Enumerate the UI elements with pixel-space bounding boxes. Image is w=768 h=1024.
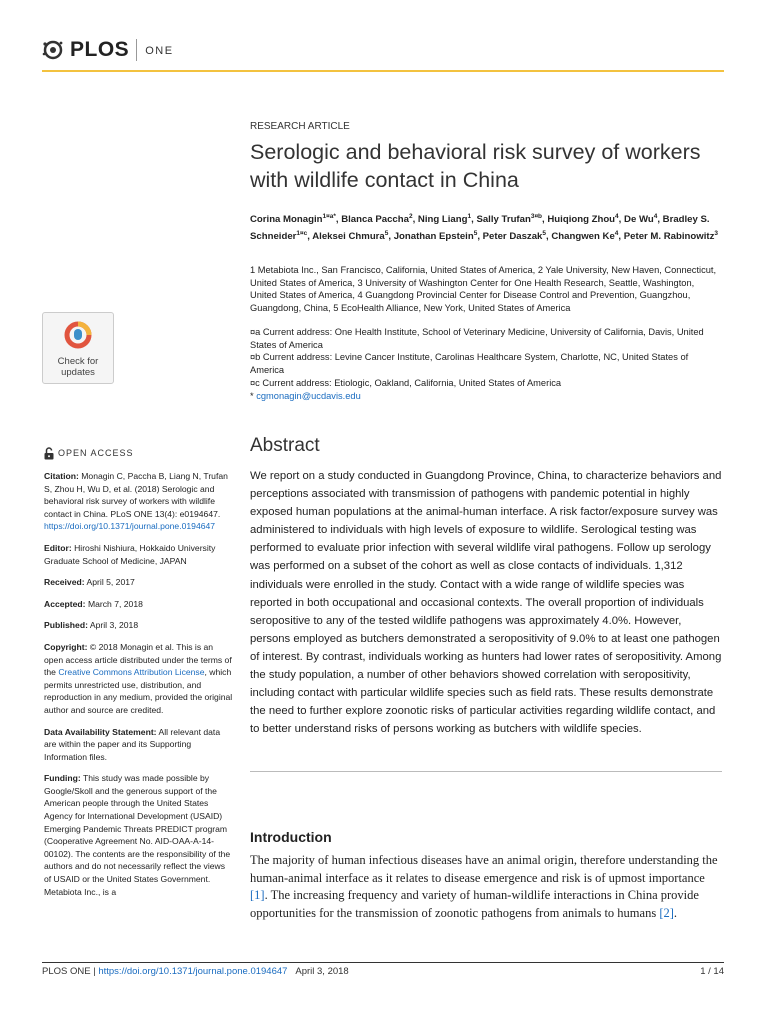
license-link[interactable]: Creative Commons Attribution License xyxy=(58,667,205,678)
author-name: Aleksei Chmura xyxy=(312,230,385,242)
introduction-text xyxy=(250,852,722,922)
author-name: Peter M. Rabinowitz xyxy=(623,230,715,242)
citation-block xyxy=(44,470,234,533)
intro-text-part1: The majority of human infectious diseases have an animal origin, therefore understanding the human-animal interface as it relates to disease emergence and risk is of upmost importance xyxy=(250,853,718,885)
author-affiliation-marker: 5 xyxy=(542,229,547,237)
journal-name: ONE xyxy=(145,45,174,57)
editor-label: Editor: xyxy=(44,542,72,553)
author-name: Peter Daszak xyxy=(482,230,543,242)
data-availability-block xyxy=(44,726,234,764)
received-block xyxy=(44,576,234,589)
copyright-text: © 2018 Monagin et al. This is an open access article distributed under the terms of the xyxy=(44,641,232,678)
check-updates-line1: Check for xyxy=(57,356,99,367)
brand-name: PLOS xyxy=(70,38,130,61)
published-block xyxy=(44,619,234,632)
reference-link-1[interactable]: [1] xyxy=(250,888,265,902)
received-date: April 5, 2017 xyxy=(86,577,135,588)
author-affiliation-marker: 4 xyxy=(614,229,619,237)
header-rule xyxy=(42,70,724,72)
article-type: RESEARCH ARTICLE xyxy=(250,121,350,132)
accepted-block xyxy=(44,598,234,611)
author-affiliation-marker: 3 xyxy=(714,229,719,237)
author-name: Corina Monagin xyxy=(250,214,323,226)
abstract-heading: Abstract xyxy=(250,435,320,456)
corresponding-marker: * xyxy=(250,390,254,401)
check-for-updates-badge[interactable] xyxy=(42,312,114,384)
funding-text: This study was made possible by Google/Skoll and the generous support of the American people through the United States Agency for International Development (USAID) Emerging Pandemic Threats PREDICT program (Cooperative Agreement No. AID-OAA-A-14-00102). The contents are the responsibility of the authors and do not necessarily reflect the views of USAID or the United States Government. Metabiota Inc., is a xyxy=(44,773,231,897)
article-info-sidebar xyxy=(44,447,234,907)
author-affiliation-marker: 1¤a* xyxy=(322,213,336,220)
check-updates-icon xyxy=(64,321,92,349)
author-name: Changwen Ke xyxy=(551,230,615,242)
data-availability-label: Data Availability Statement: xyxy=(44,726,157,737)
current-address-a: ¤a Current address: One Health Institute, School of Veterinary Medicine, University of California, Davis, United States of America xyxy=(250,327,704,350)
intro-text-part3: . xyxy=(673,905,678,920)
affiliations: 1 Metabiota Inc., San Francisco, California, United States of America, 2 Yale University, New Haven, Connecticut, United States of America, 3 University of Washington Center for One Health Research, Seattle, Washington, United States of America, 4 Guangdong Provincial Center for Disease Control and Prevention, Guangzhou, Guangdong, China, 5 EcoHealth Alliance, New York, United States of America xyxy=(250,265,717,314)
plos-one-logo[interactable] xyxy=(42,36,174,64)
accepted-label: Accepted: xyxy=(44,598,86,609)
author-name: Bradley S. Schneider xyxy=(250,214,710,242)
author-name: Sally Trufan xyxy=(476,214,531,226)
author-list: Corina Monagin$^{1¤a*}$, Blanca Paccha$^2$, Ning Liang$^1$, Sally Trufan$^{3¤b}$, Huiqiong Zhou$^4$, De Wu$^4$, Bradley S. Schneider$^{1¤c}$, Aleksei Chmura$^5$, Jonathan Epstein$^5$, Peter Daszak$^5$, Changwen Ke$^4$, Peter M. Rabinowitz$^3$ xyxy=(250,213,719,242)
open-access-badge xyxy=(44,447,234,460)
citation-label: Citation: xyxy=(44,471,79,481)
author-affiliation-marker: 1 xyxy=(467,213,472,220)
corresponding-email-link[interactable]: cgmonagin@ucdavis.edu xyxy=(256,390,361,401)
author-name: Ning Liang xyxy=(417,214,468,226)
article-title: Serologic and behavioral risk survey of workers with wildlife contact in China xyxy=(250,140,701,192)
abstract-text: We report on a study conducted in Guangdong Province, China, to characterize behaviors and perceptions associated with transmission of pathogens with pandemic potential in highly exposed human populations at the animal-human interface. A risk factor/exposure survey was administered to individuals with high levels of exposure to wildlife. Serological testing was performed to evaluate prior infection with several wildlife viral pathogens. Follow up serology was performed on a subset of the cohort as well as close contacts of individuals. 1,312 individuals were enrolled in the study. Contact with a wide range of wildlife species was reported in both occupational and occasional contexts. The overall proportion of individuals seropositive to any of the tested wildlife pathogens was approximately 4.0%. However, persons employed as butchers demonstrated a seropositivity of 9.0% to at least one pathogen of interest. By contrast, individuals working as hunters had lower rates of seropositivity. Among the study population, a number of other behaviors showed correlation with seropositivity, including contact with particular wildlife species such as field rats. These results demonstrate the need to further explore zoonotic risks of particular activities regarding wildlife contact, and to better understand risks of persons working as butchers with wildlife species. xyxy=(250,470,722,736)
author-affiliation-marker: 4 xyxy=(615,213,619,220)
footer-date: April 3, 2018 xyxy=(295,966,349,977)
author-affiliation-marker: 1¤c xyxy=(296,229,308,237)
author-affiliation-marker: 4 xyxy=(653,213,658,220)
copyright-block xyxy=(44,641,234,717)
funding-label: Funding: xyxy=(44,773,81,784)
author-affiliation-marker: 2 xyxy=(408,213,413,220)
copyright-text-end: , which permits unrestricted use, distribution, and reproduction in any medium, provided the original author and source are credited. xyxy=(44,667,233,715)
abstract-divider xyxy=(250,771,722,772)
footer-rule xyxy=(42,962,724,963)
author-affiliation-marker: 5 xyxy=(473,229,478,237)
open-access-label: OPEN ACCESS xyxy=(58,448,134,459)
author-affiliation-marker: 3¤b xyxy=(530,213,543,220)
editor-text: Hiroshi Nishiura, Hokkaido University Graduate School of Medicine, JAPAN xyxy=(44,542,216,566)
open-lock-icon xyxy=(44,447,54,460)
copyright-label: Copyright: xyxy=(44,641,88,652)
current-address-b: ¤b Current address: Levine Cancer Institute, Carolinas Healthcare System, Charlotte, NC, United States of America xyxy=(250,352,689,376)
author-affiliation-marker: 5 xyxy=(384,229,389,237)
logo-divider xyxy=(136,39,137,61)
footer-doi-link[interactable]: https://doi.org/10.1371/journal.pone.0194647 xyxy=(98,966,288,977)
accepted-date: March 7, 2018 xyxy=(87,598,143,609)
published-date: April 3, 2018 xyxy=(89,620,139,631)
intro-text-part2: . The increasing frequency and variety of human-wildlife interactions in China provide opportunities for the transmission of zoonotic pathogens from animals to humans xyxy=(250,888,699,920)
data-availability-text: All relevant data are within the paper and its Supporting Information files. xyxy=(44,726,221,762)
author-name: De Wu xyxy=(624,214,654,226)
footer-separator: | xyxy=(93,966,96,977)
plos-logo-icon xyxy=(42,39,64,61)
page-footer xyxy=(42,966,724,977)
reference-link-2[interactable]: [2] xyxy=(659,905,674,920)
corresponding-author xyxy=(250,390,720,403)
page-number: 1 / 14 xyxy=(700,966,724,977)
current-address-c: ¤c Current address: Etiologic, Oakland, California, United States of America xyxy=(250,377,562,388)
introduction-heading: Introduction xyxy=(250,829,332,845)
funding-block xyxy=(44,772,234,898)
citation-doi-link[interactable]: https://doi.org/10.1371/journal.pone.0194647 xyxy=(44,521,216,532)
author-name: Blanca Paccha xyxy=(341,214,409,226)
received-label: Received: xyxy=(44,577,85,588)
footer-journal: PLOS ONE xyxy=(42,966,91,977)
current-addresses xyxy=(250,326,720,402)
editor-block xyxy=(44,542,234,567)
author-name: Jonathan Epstein xyxy=(393,230,474,242)
citation-text: Monagin C, Paccha B, Liang N, Trufan S, Zhou H, Wu D, et al. (2018) Serologic and behavioral risk survey of workers with wildlife contact in China. PLoS ONE 13(4): e0194647. xyxy=(44,471,228,519)
published-label: Published: xyxy=(44,620,88,631)
check-updates-line2: updates xyxy=(61,367,95,378)
author-name: Huiqiong Zhou xyxy=(547,214,616,226)
